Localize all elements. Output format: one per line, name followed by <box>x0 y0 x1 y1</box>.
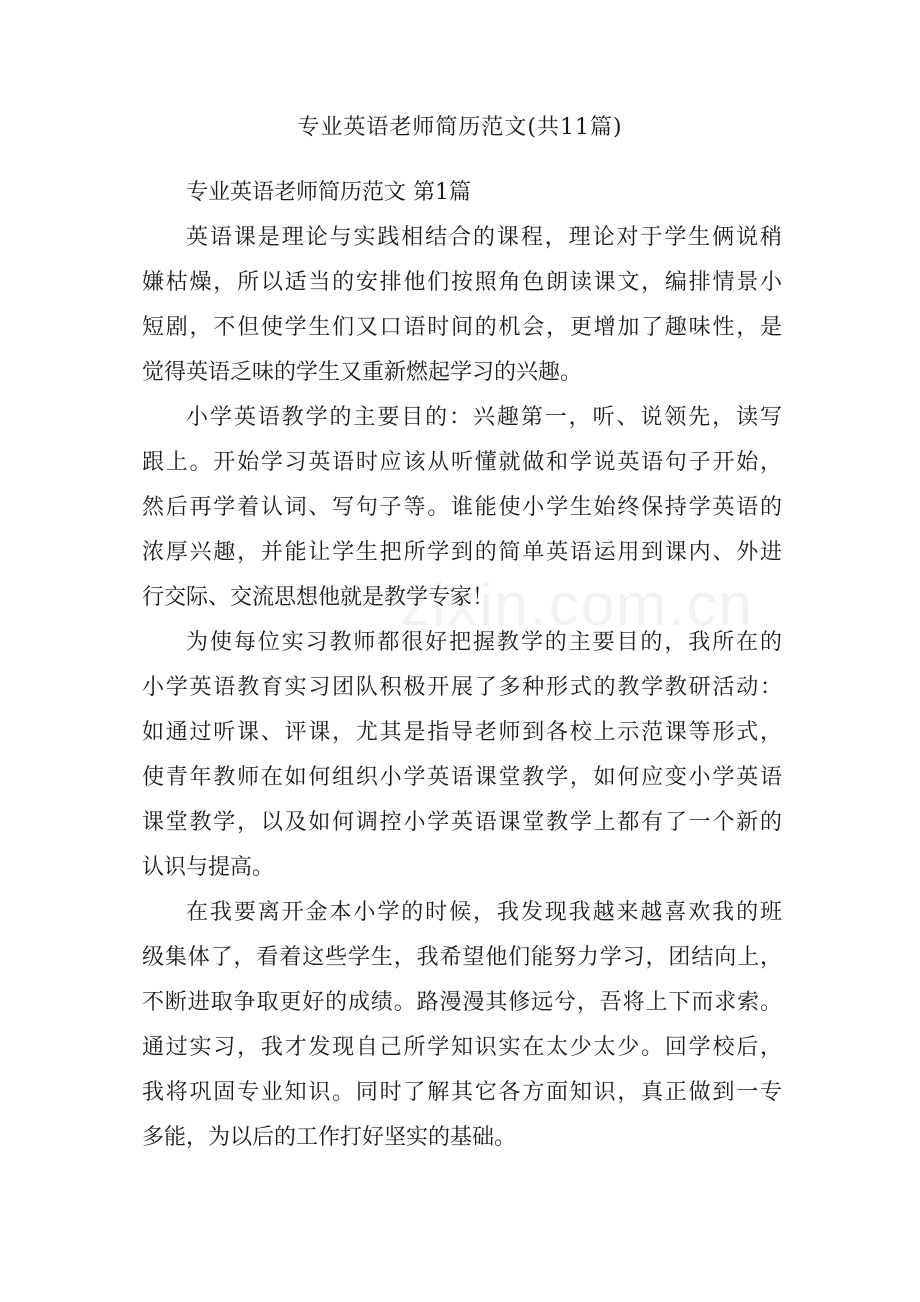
section-heading: 专业英语老师简历范文 第1篇 <box>186 180 471 205</box>
paragraph-line: 为使每位实习教师都很好把握教学的主要目的，我所在的 <box>186 630 782 655</box>
paragraph-line: 使青年教师在如何组织小学英语课堂教学，如何应变小学英语 <box>142 765 782 790</box>
document-title: 专业英语老师简历范文(共11篇) <box>297 115 623 140</box>
paragraph-line: 嫌枯燥，所以适当的安排他们按照角色朗读课文，编排情景小 <box>142 270 782 295</box>
paragraph <box>142 890 782 1160</box>
paragraph-line: 多能，为以后的工作打好坚实的基础。 <box>142 1125 517 1150</box>
paragraph-line: 如通过听课、评课，尤其是指导老师到各校上示范课等形式， <box>142 720 782 745</box>
paragraph-line: 在我要离开金本小学的时候，我发现我越来越喜欢我的班 <box>186 900 782 925</box>
paragraph-line: 不断进取争取更好的成绩。路漫漫其修远兮，吾将上下而求索。 <box>142 990 782 1015</box>
paragraph-line: 通过实习，我才发现自己所学知识实在太少太少。回学校后， <box>142 1035 782 1060</box>
document-body <box>142 170 782 1160</box>
paragraph-line: 级集体了，看着这些学生，我希望他们能努力学习，团结向上， <box>142 945 782 970</box>
paragraph <box>142 395 782 620</box>
paragraph <box>142 215 782 395</box>
paragraph-line: 英语课是理论与实践相结合的课程，理论对于学生俩说稍 <box>186 225 782 250</box>
paragraph-line: 浓厚兴趣，并能让学生把所学到的简单英语运用到课内、外进 <box>142 540 782 565</box>
paragraph-line: 小学英语教学的主要目的：兴趣第一，听、说领先，读写 <box>186 405 782 430</box>
paragraph-line: 跟上。开始学习英语时应该从听懂就做和学说英语句子开始， <box>142 450 782 475</box>
paragraph-line: 我将巩固专业知识。同时了解其它各方面知识，真正做到一专 <box>142 1080 782 1105</box>
paragraph <box>142 620 782 890</box>
paragraph-line: 认识与提高。 <box>142 855 275 880</box>
paragraph-line: 小学英语教育实习团队积极开展了多种形式的教学教研活动： <box>142 675 782 700</box>
paragraph-line: 课堂教学，以及如何调控小学英语课堂教学上都有了一个新的 <box>142 810 782 835</box>
paragraph-line: 然后再学着认词、写句子等。谁能使小学生始终保持学英语的 <box>142 495 782 520</box>
paragraph-line: 行交际、交流思想他就是教学专家！ <box>142 585 495 610</box>
paragraph-line: 短剧，不但使学生们又口语时间的机会，更增加了趣味性，是 <box>142 315 782 340</box>
watermark: zixin.com.cn <box>400 571 755 638</box>
paragraph-line: 觉得英语乏味的学生又重新燃起学习的兴趣。 <box>142 360 583 385</box>
